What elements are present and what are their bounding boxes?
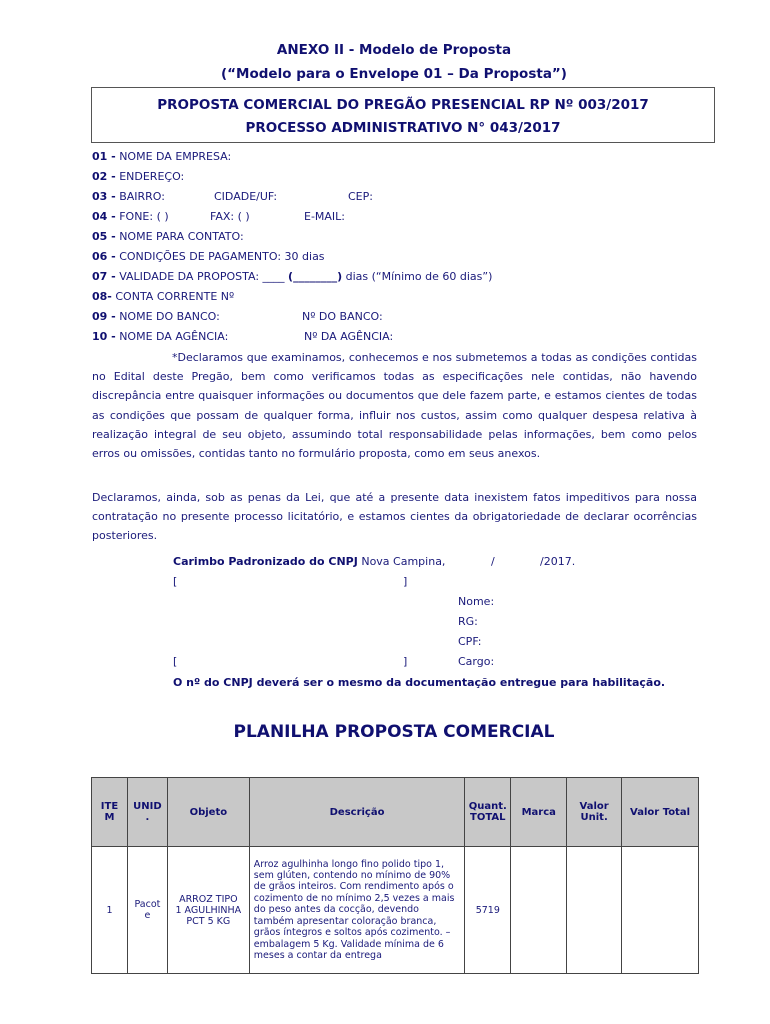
declaration-paragraph-2: Declaramos, ainda, sob as penas da Lei, que até a presente data inexistem fatos impeditivos para nossa contratação no presente processo licitatório, e estamos cientes da obrigatoriedade de declarar ocorrências posteriores. [92, 491, 697, 543]
field-city: CIDADE/UF: [214, 190, 278, 203]
process-number: PROCESSO ADMINISTRATIVO N° 043/2017 [245, 120, 561, 136]
date-slash: / [491, 555, 495, 568]
annex-subtitle: (“Modelo para o Envelope 01 – Da Proposta”) [221, 66, 567, 82]
declaration-paragraph-1: *Declaramos que examinamos, conhecemos e nos submetemos a todas as condições contidas no Edital deste Pregão, bem como verificamos todas as especificações nele contidas, não havendo discrepância entre quaisquer informações ou documentos que dele fazem parte, e estamos cientes de todas as condições que possam de qualquer forma, influir nos custos, assim como qualquer despesa relativa à realização integral de seu objeto, assumindo total responsabilidade pelas informações, bem como pelos erros ou omissões, contidas tanto no formulário proposta, como em seus anexos. [92, 351, 697, 461]
header-objeto: Objeto [167, 778, 249, 847]
signer-name-label: Nome: [458, 595, 495, 608]
signer-rg-label: RG: [458, 615, 478, 628]
header-valor-total: Valor Total [622, 778, 699, 847]
place-label: Nova Campina, [361, 555, 446, 568]
field-neighborhood: 03 - BAIRRO: [92, 190, 165, 203]
date-year: /2017. [540, 555, 576, 568]
field-company-name: 01 - NOME DA EMPRESA: [92, 150, 232, 163]
cell-item: 1 [92, 847, 128, 974]
signer-cpf-label: CPF: [458, 635, 482, 648]
cell-valor-unit[interactable] [567, 847, 622, 974]
cell-unid: Pacot e [127, 847, 167, 974]
field-agency-number: Nº DA AGÊNCIA: [304, 330, 394, 343]
cell-marca[interactable] [511, 847, 567, 974]
planilha-title: PLANILHA PROPOSTA COMERCIAL [233, 722, 555, 742]
header-valor-unit: Valor Unit. [567, 778, 622, 847]
cnpj-note: O nº do CNPJ deverá ser o mesmo da documentação entregue para habilitação. [173, 676, 666, 689]
field-proposal-validity: 07 - VALIDADE DA PROPOSTA: ____ (________) dias (“Mínimo de 60 dias”) [92, 270, 493, 283]
signer-role-label: Cargo: [458, 655, 495, 668]
field-payment-terms: 06 - CONDIÇÕES DE PAGAMENTO: 30 dias [92, 250, 325, 263]
table-row [92, 847, 699, 974]
header-item: ITE M [92, 778, 128, 847]
field-address: 02 - ENDEREÇO: [92, 170, 185, 183]
header-descricao: Descrição [249, 778, 465, 847]
field-bank-name: 09 - NOME DO BANCO: [92, 310, 220, 323]
proposal-title: PROPOSTA COMERCIAL DO PREGÃO PRESENCIAL RP Nº 003/2017 [157, 97, 649, 113]
stamp-bracket-close-top: ] [403, 575, 408, 588]
field-agency-name: 10 - NOME DA AGÊNCIA: [92, 330, 229, 343]
annex-title: ANEXO II - Modelo de Proposta [276, 42, 512, 58]
field-bank-number: Nº DO BANCO: [302, 310, 383, 323]
field-email: E-MAIL: [304, 210, 346, 223]
header-unid: UNID . [127, 778, 167, 847]
proposal-table [91, 777, 699, 974]
stamp-bracket-open-bottom: [ [173, 655, 178, 668]
field-zip: CEP: [348, 190, 373, 203]
stamp-bracket-open-top: [ [173, 575, 178, 588]
cell-objeto: ARROZ TIPO 1 AGULHINHA PCT 5 KG [167, 847, 249, 974]
field-phone: 04 - FONE: ( ) [92, 210, 169, 223]
cnpj-stamp-line [173, 555, 445, 568]
field-bank-account: 08- CONTA CORRENTE Nº [92, 290, 235, 303]
stamp-bracket-close-bottom: ] [403, 655, 408, 668]
proposal-header-box [91, 87, 715, 143]
cnpj-stamp-label: Carimbo Padronizado do CNPJ [173, 555, 358, 568]
table-header-row [92, 778, 699, 847]
header-marca: Marca [511, 778, 567, 847]
field-fax: FAX: ( ) [210, 210, 250, 223]
cell-quant: 5719 [465, 847, 511, 974]
cell-descricao: Arroz agulhinha longo fino polido tipo 1, sem glúten, contendo no mínimo de 90% de grãos inteiros. Com rendimento após o cozimento de no mínimo 2,5 vezes a mais do peso antes da cocção, devendo também apresentar coloração branca, grãos íntegros e soltos após cozimento. – embalagem 5 Kg. Validade mínima de 6 meses a contar da entrega [249, 847, 465, 974]
cell-valor-total[interactable] [622, 847, 699, 974]
field-contact-name: 05 - NOME PARA CONTATO: [92, 230, 244, 243]
header-quant: Quant. TOTAL [465, 778, 511, 847]
